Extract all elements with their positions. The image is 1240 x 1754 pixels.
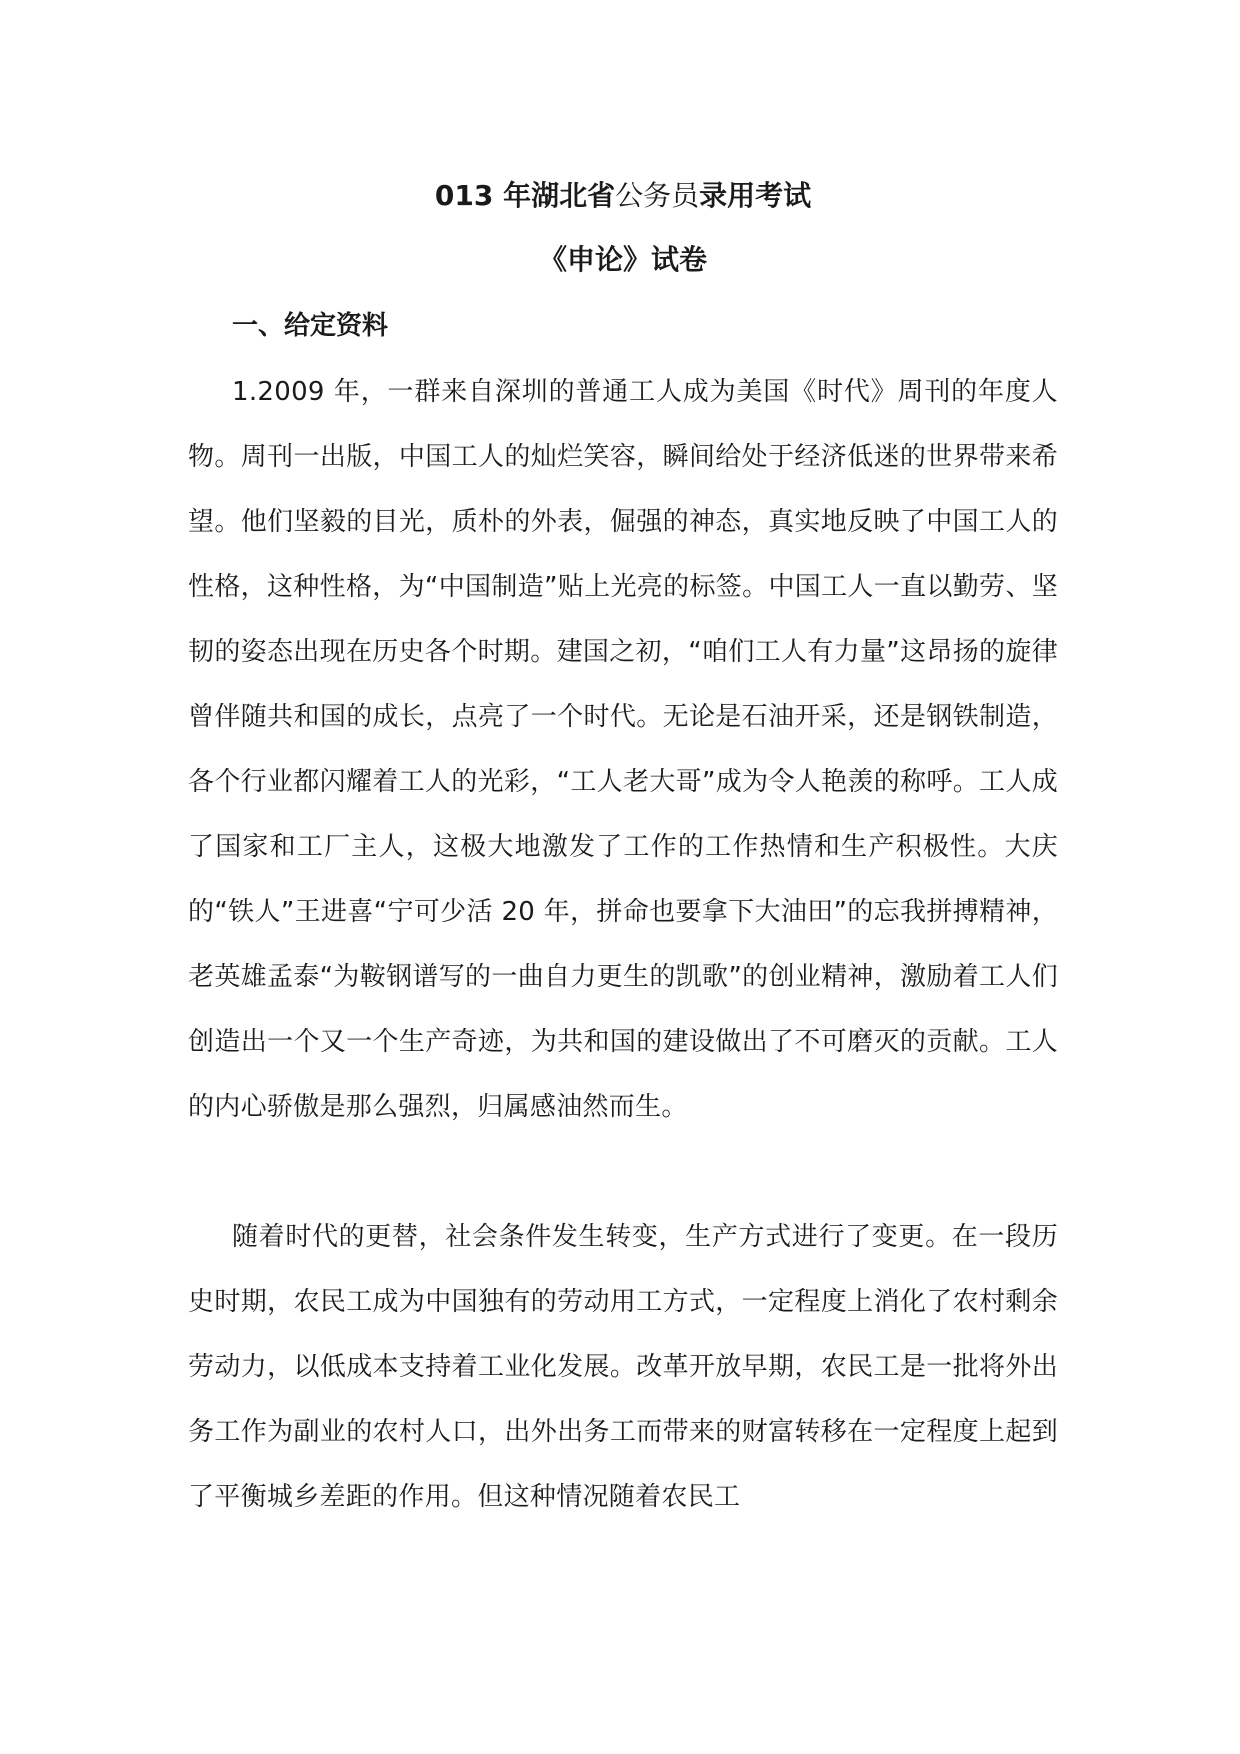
paragraph-1: 1.2009 年，一群来自深圳的普通工人成为美国《时代》周刊的年度人物。周刊一出版，中国工人的灿烂笑容，瞬间给处于经济低迷的世界带来希望。他们坚毅的目光，质朴的外表，倔强的神态，真实地反映了中国工人的性格，这种性格，为“中国制造”贴上光亮的标签。中国工人一直以勤劳、坚韧的姿态出现在历史各个时期。建国之初，“咱们工人有力量”这昂扬的旋律曾伴随共和国的成长，点亮了一个时代。无论是石油开采，还是钢铁制造，各个行业都闪耀着工人的光彩，“工人老大哥”成为令人艳羡的称呼。工人成了国家和工厂主人，这极大地激发了工作的工作热情和生产积极性。大庆的“铁人”王进喜“宁可少活 20 年，拼命也要拿下大油田”的忘我拼搏精神，老英雄孟泰“为鞍钢谱写的一曲自力更生的凯歌”的创业精神，激励着工人们创造出一个又一个生产奇迹，为共和国的建设做出了不可磨灭的贡献。工人的内心骄傲是那么强烈，归属感油然而生。 — [188, 377, 1058, 1122]
title-part-exam: 录用考试 — [699, 179, 812, 212]
section-heading: 一、给定资料 — [232, 311, 389, 341]
document-subtitle: 《申论》试卷 — [538, 243, 707, 276]
document-page — [188, 0, 1058, 1754]
document-title — [188, 176, 1058, 216]
paragraph-2: 随着时代的更替，社会条件发生转变，生产方式进行了变更。在一段历史时期，农民工成为中国独有的劳动用工方式，一定程度上消化了农村剩余劳动力，以低成本支持着工业化发展。改革开放早期，农民工是一批将外出务工作为副业的农村人口，出外出务工而带来的财富转移在一定程度上起到了平衡城乡差距的作用。但这种情况随着农民工 — [188, 1222, 1058, 1512]
title-part-civil-servant: 公务员 — [615, 179, 700, 212]
title-part-year-province: 013 年湖北省 — [434, 179, 616, 212]
